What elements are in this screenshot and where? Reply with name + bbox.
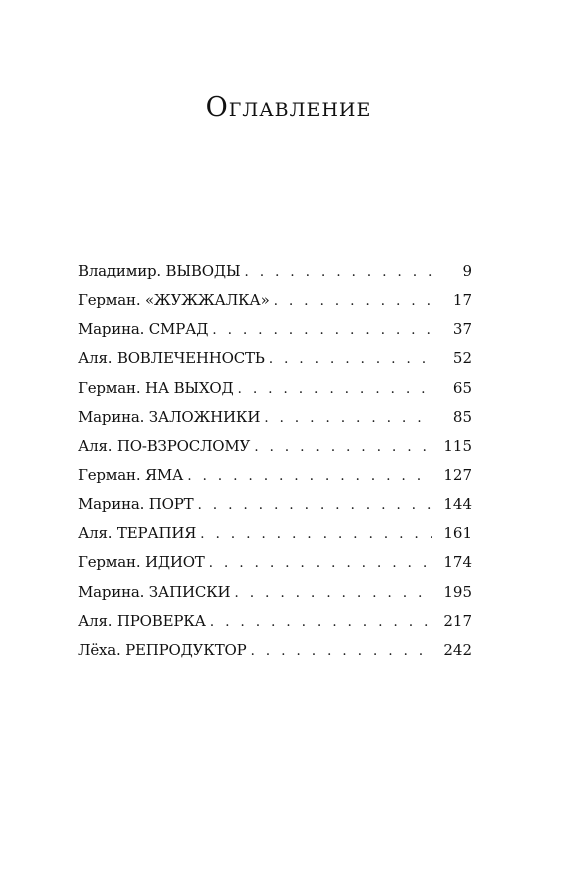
dot-leader bbox=[238, 381, 432, 397]
dot-leader bbox=[269, 351, 432, 367]
toc-entry bbox=[78, 379, 472, 408]
toc-entry-title: Марина. ЗАЛОЖНИКИ bbox=[78, 407, 261, 426]
toc-entry-title: Герман. «ЖУЖЖАЛКА» bbox=[78, 291, 270, 310]
dot-leader bbox=[209, 555, 432, 571]
toc-entry-page: 195 bbox=[443, 582, 472, 601]
dot-leader bbox=[210, 614, 432, 630]
dot-leader bbox=[234, 585, 432, 601]
toc-entry-page: 161 bbox=[443, 524, 472, 543]
toc-entry-title: Аля. ПО-ВЗРОСЛОМУ bbox=[78, 436, 251, 455]
toc-entry-page: 144 bbox=[443, 495, 472, 514]
dot-leader bbox=[187, 468, 432, 484]
toc-entry-page: 242 bbox=[443, 640, 472, 659]
toc-entry-page: 174 bbox=[443, 553, 472, 572]
toc-entry bbox=[78, 262, 472, 291]
toc-entry-title: Герман. ИДИОТ bbox=[78, 553, 205, 572]
toc-entry bbox=[78, 291, 472, 320]
toc-entry-title: Марина. ЗАПИСКИ bbox=[78, 582, 231, 601]
toc-entry-page: 217 bbox=[443, 611, 472, 630]
toc-entry bbox=[78, 641, 472, 670]
toc-entry-title: Марина. СМРАД bbox=[78, 320, 209, 339]
toc-entry bbox=[78, 437, 472, 466]
dot-leader bbox=[264, 410, 432, 426]
toc-entry-title: Марина. ПОРТ bbox=[78, 495, 194, 514]
dot-leader bbox=[274, 293, 432, 309]
dot-leader bbox=[197, 497, 432, 513]
dot-leader bbox=[200, 526, 432, 542]
toc-entry-page: 65 bbox=[452, 378, 472, 397]
toc-entry bbox=[78, 408, 472, 437]
toc-entry-title: Владимир. ВЫВОДЫ bbox=[78, 262, 241, 280]
toc-entry-page: 17 bbox=[452, 291, 472, 310]
toc-entry-page: 9 bbox=[462, 262, 472, 280]
toc-entry-page: 115 bbox=[443, 436, 472, 455]
toc-entry-title: Аля. ВОВЛЕЧЕННОСТЬ bbox=[78, 349, 265, 368]
toc-entry-title: Герман. НА ВЫХОД bbox=[78, 378, 234, 397]
toc-entry-page: 85 bbox=[452, 407, 472, 426]
toc-entry-title: Лёха. РЕПРОДУКТОР bbox=[78, 640, 247, 659]
toc-entry bbox=[78, 612, 472, 641]
toc-entry bbox=[78, 495, 472, 524]
toc-entry bbox=[78, 553, 472, 582]
dot-leader bbox=[254, 439, 432, 455]
toc-entry-page: 37 bbox=[452, 320, 472, 339]
toc-entry-title: Аля. ТЕРАПИЯ bbox=[78, 524, 197, 543]
toc-entry-page: 52 bbox=[452, 349, 472, 368]
dot-leader bbox=[212, 322, 432, 338]
dot-leader bbox=[251, 643, 433, 659]
table-of-contents bbox=[78, 262, 472, 670]
dot-leader bbox=[244, 264, 432, 280]
toc-entry bbox=[78, 320, 472, 349]
toc-entry-page: 127 bbox=[443, 465, 472, 484]
page-title: Оглавление bbox=[205, 92, 372, 123]
toc-entry bbox=[78, 349, 472, 378]
toc-entry-title: Герман. ЯМА bbox=[78, 465, 184, 484]
toc-entry bbox=[78, 583, 472, 612]
toc-entry-title: Аля. ПРОВЕРКА bbox=[78, 611, 206, 630]
toc-entry bbox=[78, 466, 472, 495]
toc-entry bbox=[78, 524, 472, 553]
